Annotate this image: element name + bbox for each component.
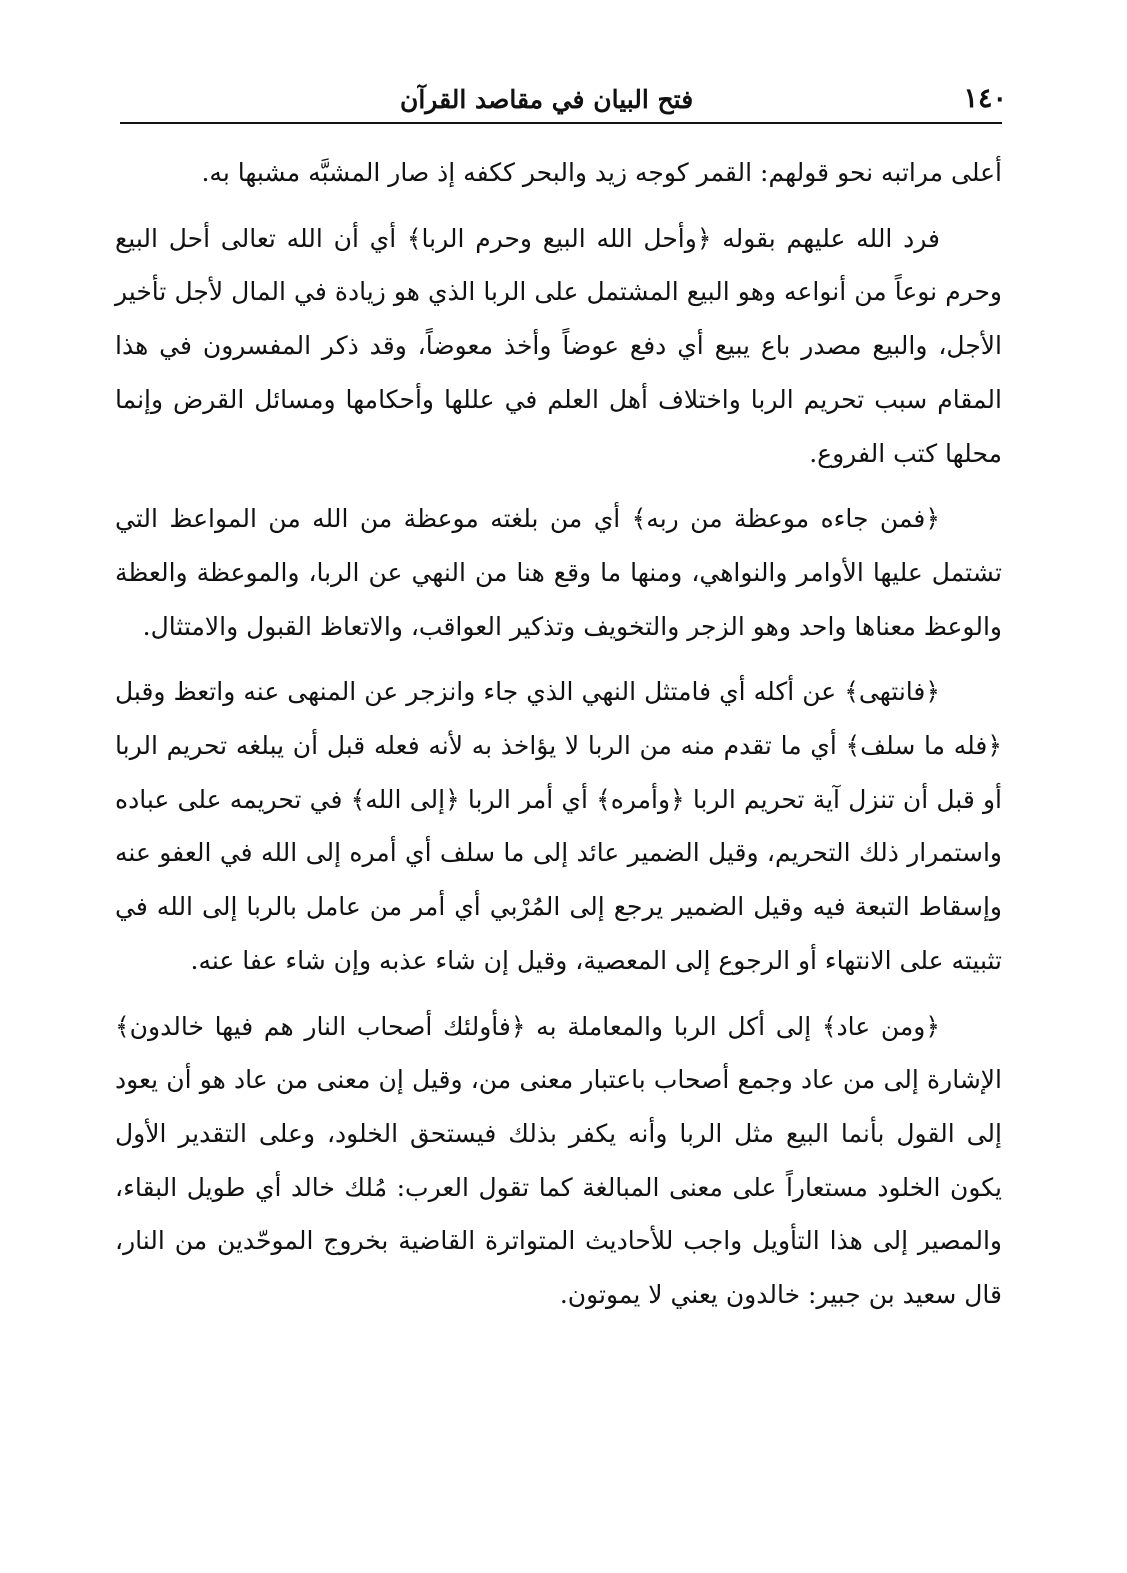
paragraph: ﴿ومن عاد﴾ إلى أكل الربا والمعاملة به ﴿فأولئك أصحاب النار هم فيها خالدون﴾ الإشارة إلى من عاد وجمع أصحاب باعتبار معنى من، وقيل إن معنى من عاد هو أن يعود إلى القول بأنما البيع مثل الربا وأنه يكفر بذلك فيستحق الخلود، وعلى التقدير الأول يكون الخلود مستعاراً على معنى المبالغة كما تقول العرب: مُلك خالد أي طويل البقاء، والمصير إلى هذا التأويل واجب للأحاديث المتواترة القاضية بخروج الموحّدين من النار، قال سعيد بن جبير: خالدون يعني لا يموتون. [115, 1011, 1002, 1310]
page-header [120, 70, 1007, 120]
paragraph: أعلى مراتبه نحو قولهم: القمر كوجه زيد والبحر ككفه إذ صار المشبَّه مشبها به. [201, 158, 1002, 187]
page-number: ١٤٠ [963, 83, 1007, 114]
running-title: فتح البيان في مقاصد القرآن [400, 85, 694, 114]
main-text [115, 146, 1002, 1334]
header-rule [120, 122, 1002, 124]
paragraph: ﴿فمن جاءه موعظة من ربه﴾ أي من بلغته موعظة من الله من المواعظ التي تشتمل عليها الأوامر والنواهي، ومنها ما وقع هنا من النهي عن الربا، والموعظة والعظة والوعظ معناها واحد وهو الزجر والتخويف وتذكير العواقب، والاتعاظ القبول والامتثال. [115, 504, 1002, 641]
paragraph: فرد الله عليهم بقوله ﴿وأحل الله البيع وحرم الربا﴾ أي أن الله تعالى أحل البيع وحرم نوعاً من أنواعه وهو البيع المشتمل على الربا الذي هو زيادة في المال لأجل تأخير الأجل، والبيع مصدر باع يبيع أي دفع عوضاً وأخذ معوضاً، وقد ذكر المفسرون في هذا المقام سبب تحريم الربا واختلاف أهل العلم في عللها وأحكامها ومسائل القرض وإنما محلها كتب الفروع. [115, 223, 1002, 468]
paragraph: ﴿فانتهى﴾ عن أكله أي فامتثل النهي الذي جاء وانزجر عن المنهى عنه واتعظ وقبل ﴿فله ما سلف﴾ أي ما تقدم منه من الربا لا يؤاخذ به لأنه فعله قبل أن يبلغه تحريم الربا أو قبل أن تنزل آية تحريم الربا ﴿وأمره﴾ أي أمر الربا ﴿إلى الله﴾ في تحريمه على عباده واستمرار ذلك التحريم، وقيل الضمير عائد إلى ما سلف أي أمره إلى الله في العفو عنه وإسقاط التبعة فيه وقيل الضمير يرجع إلى المُرْبي أي أمر من عامل بالربا إلى الله في تثبيته على الانتهاء أو الرجوع إلى المعصية، وقيل إن شاء عذبه وإن شاء عفا عنه. [115, 677, 1002, 975]
